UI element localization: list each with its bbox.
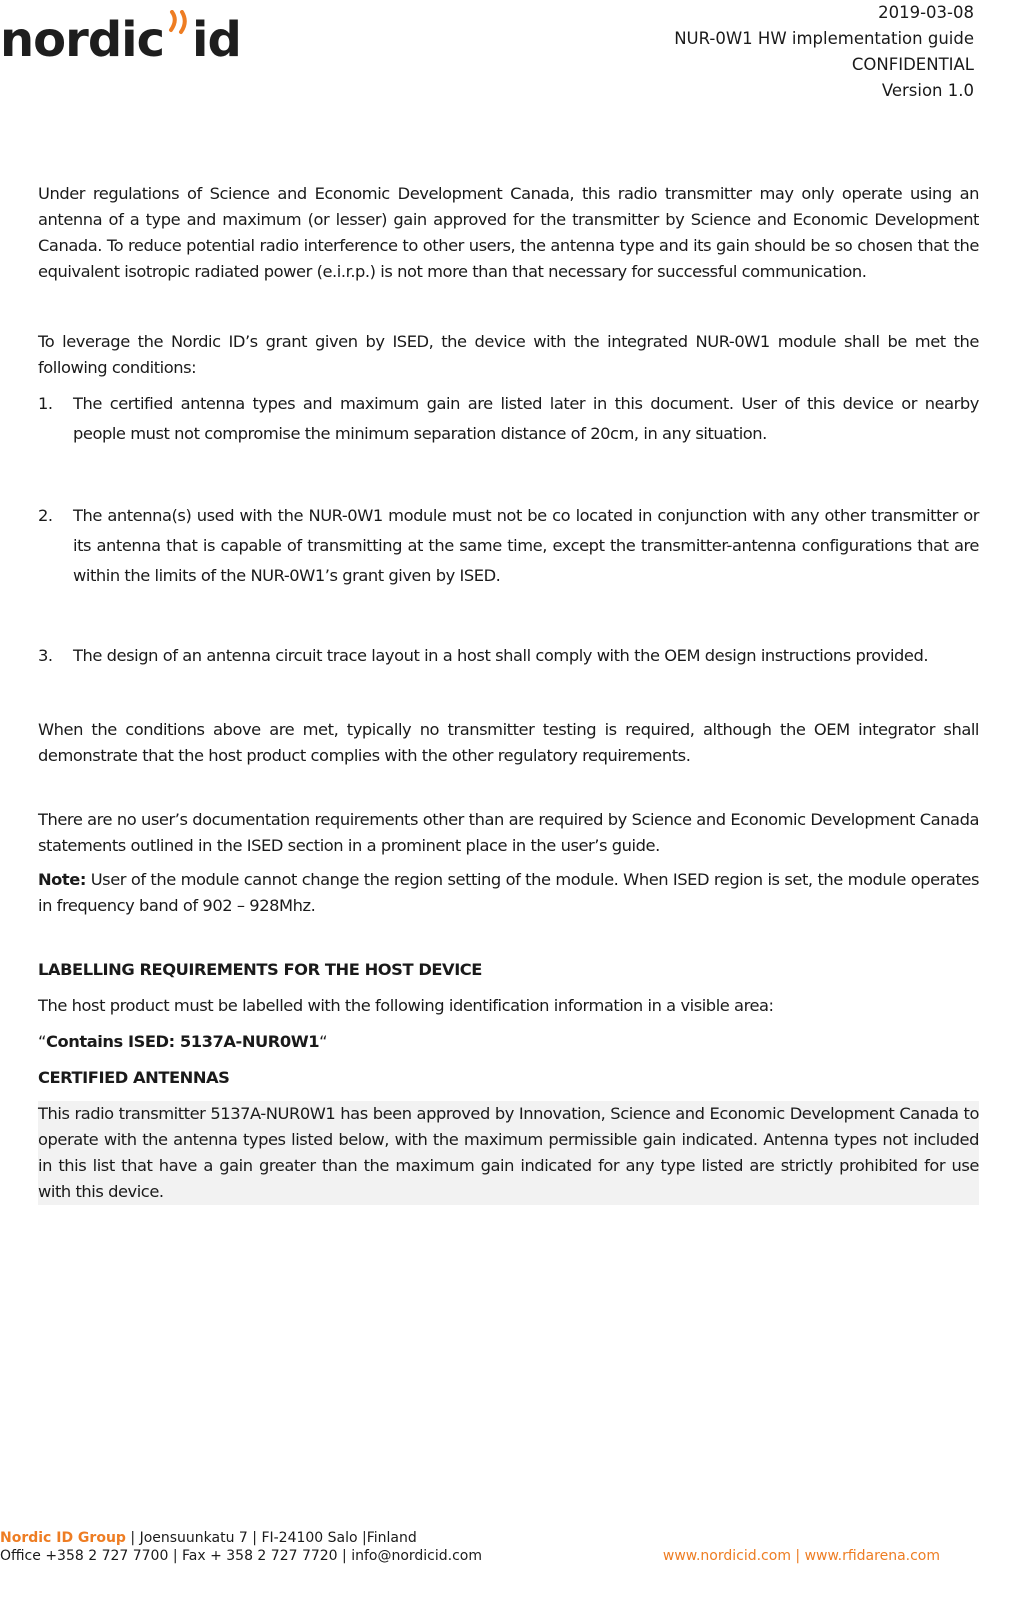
labelling-text: The host product must be labelled with the following identification information in a visible area:	[38, 996, 774, 1015]
condition-text: The certified antenna types and maximum gain are listed later in this document. User of this device or nearby people must not compromise the minimum separation distance of 20cm, in any situation.	[73, 394, 979, 443]
contains-ised-text: Contains ISED: 5137A-NUR0W1	[46, 1032, 320, 1051]
contains-ised-label	[38, 1029, 979, 1055]
regulation-paragraph: Under regulations of Science and Economic Development Canada, this radio transmitter may only operate using an antenna of a type and maximum (or lesser) gain approved for the transmitter by Science and Economic Development Canada. To reduce potential radio interference to other users, the antenna type and its gain should be so chosen that the equivalent isotropic radiated power (e.i.r.p.) is not more than that necessary for successful communication.	[38, 184, 979, 281]
footer-address: | Joensuunkatu 7 | FI-24100 Salo |Finland	[125, 1530, 417, 1546]
logo-wordmark-left: nordic	[0, 12, 165, 68]
note-paragraph	[38, 867, 979, 919]
documentation-paragraph: There are no user’s documentation requirements other than are required by Science and Economic Development Canada statements outlined in the ISED section in a prominent place in the user’s guide.	[38, 810, 979, 855]
header-date: 2019-03-08	[878, 3, 974, 22]
footer-address-line	[0, 1529, 1010, 1547]
document-footer	[0, 1529, 1010, 1565]
conditions-intro: To leverage the Nordic ID’s grant given by ISED, the device with the integrated NUR-0W1 module shall be met the following conditions:	[38, 332, 979, 377]
footer-contact: Office +358 2 727 7700 | Fax + 358 2 727 7720 | info@nordicid.com	[0, 1548, 483, 1564]
certified-antennas-text: This radio transmitter 5137A-NUR0W1 has been approved by Innovation, Science and Economic Development Canada to operate with the antenna types listed below, with the maximum permissible gain indicated. Antenna types not included in this list that have a gain greater than the maximum gain indicated for any type listed are strictly prohibited for use with this device.	[38, 1101, 979, 1205]
logo-wordmark-right: id	[192, 12, 241, 68]
condition-text: The design of an antenna circuit trace layout in a host shall comply with the OEM design instructions provided.	[73, 646, 929, 665]
labelling-heading: LABELLING REQUIREMENTS FOR THE HOST DEVICE	[38, 960, 482, 979]
note-text: User of the module cannot change the region setting of the module. When ISED region is set, the module operates in frequency band of 902 – 928Mhz.	[38, 870, 979, 915]
document-header	[674, 0, 974, 104]
header-doc-title: NUR-0W1 HW implementation guide	[674, 29, 974, 48]
condition-item	[38, 389, 979, 449]
logo-signal-icon	[168, 10, 190, 36]
oem-paragraph: When the conditions above are met, typically no transmitter testing is required, although the OEM integrator shall demonstrate that the host product complies with the other regulatory requirements.	[38, 720, 979, 765]
condition-text: The antenna(s) used with the NUR-0W1 module must not be co located in conjunction with any other transmitter or its antenna that is capable of transmitting at the same time, except the transmitter-antenna configurations that are within the limits of the NUR-0W1’s grant given by ISED.	[73, 506, 979, 585]
note-label: Note:	[38, 870, 86, 889]
contains-close-quote: “	[319, 1032, 328, 1051]
header-version: Version 1.0	[881, 81, 974, 100]
document-body	[38, 181, 979, 1205]
condition-number: 3.	[38, 646, 53, 665]
footer-brand: Nordic ID Group	[0, 1530, 126, 1546]
condition-number: 2.	[38, 506, 53, 525]
conditions-list	[38, 389, 979, 671]
condition-item	[38, 641, 979, 671]
footer-links[interactable]: www.nordicid.com | www.rfidarena.com	[662, 1548, 940, 1564]
condition-number: 1.	[38, 394, 53, 413]
certified-antennas-heading: CERTIFIED ANTENNAS	[38, 1068, 230, 1087]
condition-item	[38, 501, 979, 591]
header-classification: CONFIDENTIAL	[851, 55, 974, 74]
contains-open-quote: “	[38, 1032, 46, 1051]
